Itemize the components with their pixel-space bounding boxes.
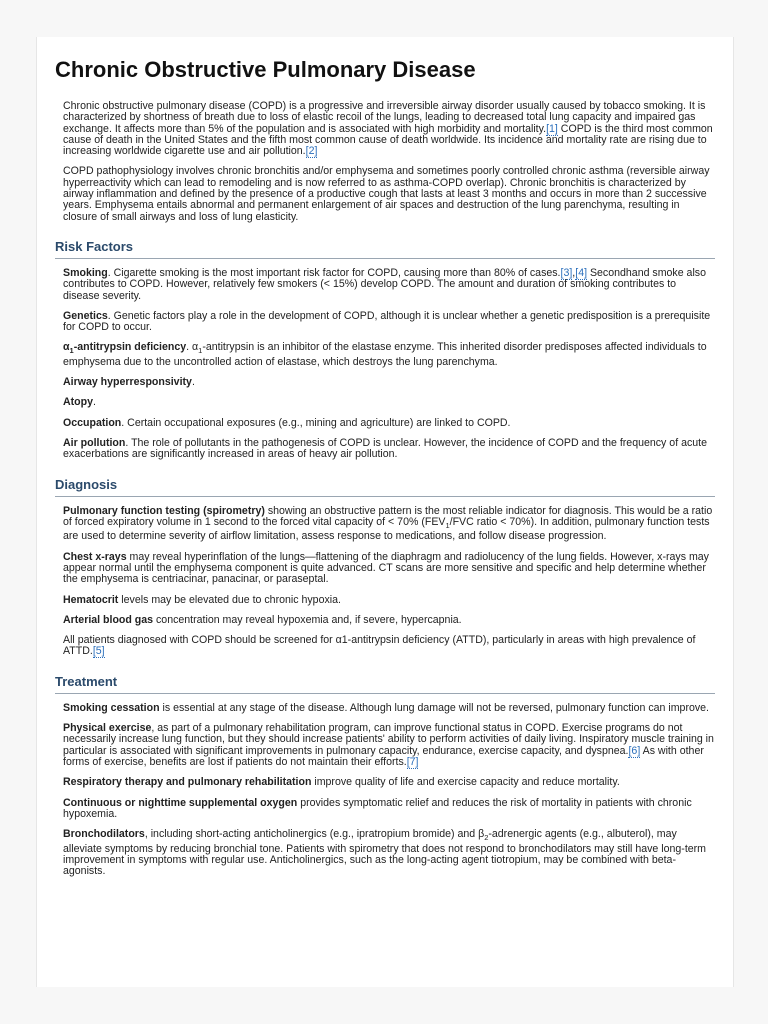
treat-broncho-text-a: , including short-acting anticholinergics (e.g., ipratropium bromide) and β [144, 828, 485, 841]
article-content [55, 57, 715, 886]
risk-air-term: Air pollution [63, 437, 126, 450]
treat-broncho-text-b: -adrenergic agents (e.g., albuterol), may alleviate symptoms by reducing bronchial tone. Patients with spirometry that does not respond to bronchodilators may still have long-term improvement in symptoms with regular use. Anticholinergics, such as the long-acting agent tiotropium, may be combined with beta-agonists. [63, 828, 707, 878]
treatment-section [55, 703, 715, 878]
treat-exercise [63, 723, 715, 768]
diag-cxr-term: Chest x-rays [63, 550, 127, 563]
diag-screening [63, 635, 715, 658]
risk-aat-text-sub: 1 [198, 346, 203, 356]
citation-link-7[interactable]: [7] [406, 755, 419, 768]
risk-occupation [63, 418, 715, 429]
risk-atopy-text: . [93, 396, 96, 409]
diag-pft-text-b: /FVC ratio < 70%). In addition, pulmonary function tests are used to determine severity of airflow limitation, assess response to medications, and follow disease progression. [63, 515, 710, 543]
treat-broncho-sub: 2 [484, 833, 489, 843]
diag-pft [63, 506, 715, 543]
risk-atopy-term: Atopy [63, 396, 94, 409]
treat-rehab-term: Respiratory therapy and pulmonary rehabilitation [63, 776, 312, 789]
diag-screen-text: All patients diagnosed with COPD should be screened for α1-antitrypsin deficiency (ATTD), particularly in areas with high prevalence of ATTD. [63, 634, 696, 658]
treat-exercise-text2: As with other forms of exercise, benefits are lost if patients do not maintain their efforts. [63, 744, 704, 768]
intro-paragraph-2: COPD pathophysiology involves chronic bronchitis and/or emphysema and sometimes poorly controlled chronic asthma (reversible airway hyperreactivity which can lead to remodeling and is now referred to as asthma-COPD overlap). Chronic bronchitis is characterized by airway inflammation and defined by the presence of a productive cough that lasts at least 3 months and occurs in more than 2 successive years. Emphysema entails abnormal and permanent enlargement of air spaces and destruction of the lung parenchyma, resulting in closure of small airways and loss of lung elasticity. [63, 165, 710, 223]
treat-oxygen-term: Continuous or nighttime supplemental oxygen [63, 796, 298, 809]
risk-smoking [63, 268, 715, 302]
risk-aat-term-sub: 1 [69, 346, 74, 356]
treat-exercise-text: , as part of a pulmonary rehabilitation program, can improve functional status in COPD. Exercise programs do not necessarily increase lung function, but they should increase patients' ability to perform activities of daily living. Inspiratory muscle training in particular is associated with significant improvements in pulmonary capacity, endurance, exercise capacity, and dyspnea. [63, 722, 714, 757]
intro-section [55, 101, 715, 223]
risk-factors-section [55, 268, 715, 461]
intro-p1-text2: COPD is the third most common cause of death in the United States and the fifth most common cause of death worldwide. Its incidence and mortality rate are rising due to increasing worldwide cigarette use and air pollution. [63, 122, 713, 158]
risk-airway-text: . [191, 376, 195, 389]
risk-air-text: . The role of pollutants in the pathogenesis of COPD is unclear. However, the incidence of COPD and the frequency of acute exacerbations are significantly increased in areas of heavy air pollution. [63, 437, 707, 461]
diag-hct-term: Hematocrit [63, 593, 119, 606]
citation-link-6[interactable]: [6] [628, 744, 641, 757]
risk-airway [63, 377, 715, 388]
risk-occupation-text: . Certain occupational exposures (e.g., mining and agriculture) are linked to COPD. [121, 416, 511, 429]
treat-broncho-term: Bronchodilators [63, 828, 145, 841]
intro-paragraph-1 [63, 101, 715, 157]
treat-rehab [63, 777, 715, 788]
treat-oxygen-text: provides symptomatic relief and reduces the risk of mortality in patients with chronic hypoxemia. [63, 796, 692, 820]
risk-aat-text-alpha: . α [186, 341, 199, 354]
treat-rehab-text: improve quality of life and exercise capacity and reduce mortality. [311, 776, 620, 789]
diagnosis-section [55, 506, 715, 658]
risk-smoking-sep: , [572, 266, 576, 279]
treat-bronchodilators [63, 829, 715, 877]
intro-p1-text: Chronic obstructive pulmonary disease (COPD) is a progressive and irreversible airway disorder usually caused by tobacco smoking. It is characterized by shortness of breath due to loss of elastic recoil of the lungs, leading to decreased total lung capacity and impaired gas exchange. It affects more than 5% of the population and is associated with high morbidity and mortality. [63, 100, 706, 135]
risk-aat-term [63, 341, 187, 356]
diag-hct [63, 595, 715, 606]
treat-smoke-text: is essential at any stage of the disease. Although lung damage will not be reversed, pulmonary function can improve. [159, 701, 709, 714]
diag-abg [63, 615, 715, 626]
article-page [36, 37, 734, 987]
citation-link-2[interactable]: [2] [305, 145, 318, 158]
risk-aat [63, 342, 715, 368]
risk-genetics-text: . Genetic factors play a role in the development of COPD, although it is unclear whether a genetic predisposition is a prerequisite for COPD to occur. [63, 309, 711, 334]
risk-smoking-term: Smoking [63, 266, 108, 279]
diag-cxr [63, 552, 715, 586]
risk-occupation-term: Occupation [63, 416, 122, 429]
risk-aat-text-rest: -antitrypsin is an inhibitor of the elastase enzyme. This inherited disorder predisposes affected individuals to emphysema due to the uncontrolled action of elastase, which destroys the lung parenchyma. [63, 341, 707, 368]
citation-link-5[interactable]: [5] [92, 645, 105, 658]
page-title: Chronic Obstructive Pulmonary Disease [55, 57, 476, 82]
risk-genetics [63, 311, 715, 334]
section-heading-treatment: Treatment [55, 674, 715, 694]
risk-smoking-text2: Secondhand smoke also contributes to COPD. However, relatively few smokers (< 15%) develop COPD. The amount and duration of smoking contributes to disease severity. [63, 266, 706, 302]
diag-abg-text: concentration may reveal hypoxemia and, if severe, hypercapnia. [153, 613, 462, 626]
risk-smoking-text: . Cigarette smoking is the most important risk factor for COPD, causing more than 80% of cases. [107, 266, 561, 279]
diag-hct-text: levels may be elevated due to chronic hypoxia. [118, 593, 341, 606]
citation-link-4[interactable]: [4] [575, 266, 588, 279]
diag-pft-term: Pulmonary function testing (spirometry) [63, 504, 265, 517]
treat-smoke-term: Smoking cessation [63, 701, 160, 714]
treat-exercise-term: Physical exercise [63, 722, 152, 735]
diag-pft-text-a: showing an obstructive pattern is the most reliable indicator for diagnosis. This would be a ratio of forced expiratory volume in 1 second to the forced vital capacity of < 70% (FEV [63, 504, 713, 528]
risk-aat-term-alpha: α [63, 341, 70, 354]
risk-airway-term: Airway hyperresponsivity [63, 376, 192, 389]
section-heading-risk-factors: Risk Factors [55, 239, 715, 259]
citation-link-3[interactable]: [3] [560, 266, 573, 279]
treat-smoking [63, 703, 715, 714]
diag-cxr-text: may reveal hyperinflation of the lungs—flattening of the diaphragm and radiolucency of the lung fields. However, x-rays may appear normal until the emphysema component is quite advanced. CT scans are more sensitive and specific and help determine whether the emphysema is centriacinar, panacinar, or paraseptal. [63, 550, 709, 586]
risk-genetics-term: Genetics [63, 309, 108, 322]
risk-aat-term-rest: -antitrypsin deficiency [73, 341, 187, 354]
diag-abg-term: Arterial blood gas [63, 613, 154, 626]
diag-pft-sub: 1 [445, 521, 450, 531]
risk-atopy [63, 397, 715, 408]
citation-link-1[interactable]: [1] [546, 122, 558, 135]
treat-oxygen [63, 798, 715, 821]
risk-air-pollution [63, 438, 715, 461]
section-heading-diagnosis: Diagnosis [55, 477, 715, 497]
